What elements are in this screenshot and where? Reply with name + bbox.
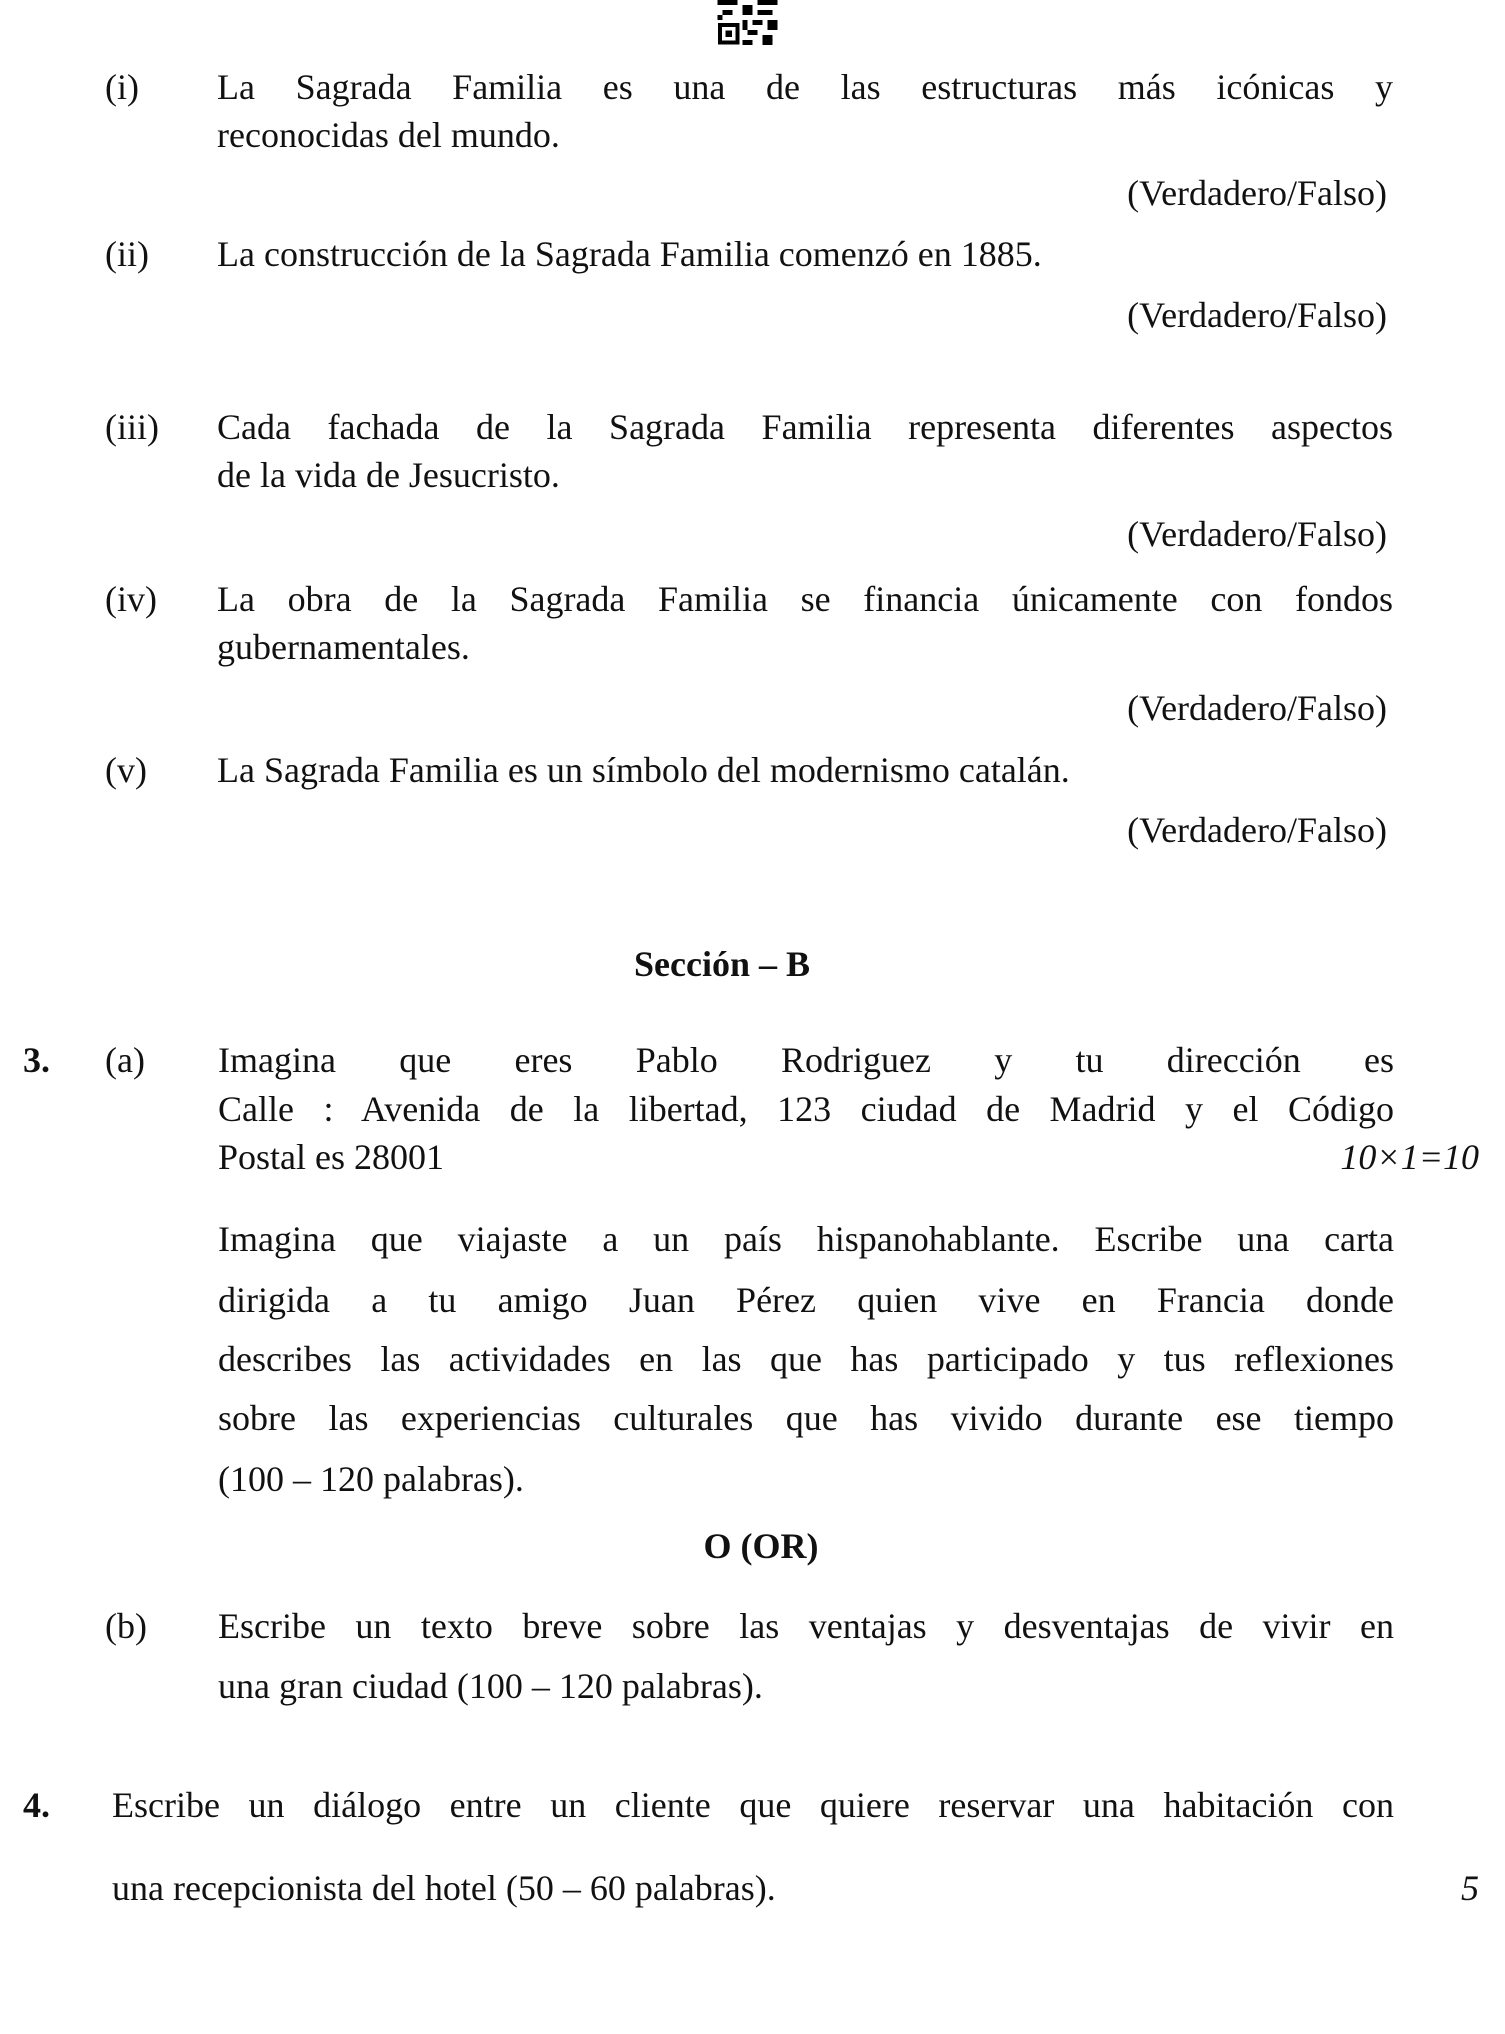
true-false-label: (Verdadero/Falso) — [1127, 810, 1387, 850]
marks: 5 — [1461, 1868, 1479, 1908]
item-text: de la vida de Jesucristo. — [217, 455, 560, 495]
section-heading: Sección – B — [634, 944, 810, 984]
item-label: (v) — [105, 750, 147, 790]
or-divider: O (OR) — [703, 1526, 819, 1566]
question-text: Imagina que eres Pablo Rodriguez y tu dirección es — [218, 1040, 1394, 1080]
question-text: Escribe un texto breve sobre las ventajas y desventajas de vivir en — [218, 1606, 1394, 1646]
item-label: (iii) — [105, 407, 159, 447]
question-text: una recepcionista del hotel (50 – 60 palabras). — [112, 1868, 776, 1908]
true-false-label: (Verdadero/Falso) — [1127, 514, 1387, 554]
prompt-text: sobre las experiencias culturales que has vivido durante ese tiempo — [218, 1398, 1394, 1438]
prompt-text: dirigida a tu amigo Juan Pérez quien vive en Francia donde — [218, 1280, 1394, 1320]
item-text: gubernamentales. — [217, 627, 470, 667]
marks: 10×1=10 — [1340, 1137, 1479, 1177]
item-label: (iv) — [105, 579, 157, 619]
item-text: La Sagrada Familia es una de las estructuras más icónicas y — [217, 67, 1393, 107]
question-number: 3. — [23, 1040, 50, 1080]
question-text: Escribe un diálogo entre un cliente que quiere reservar una habitación con — [112, 1785, 1394, 1825]
item-label: (i) — [105, 67, 139, 107]
item-label: (ii) — [105, 234, 149, 274]
item-text: La construcción de la Sagrada Familia comenzó en 1885. — [217, 234, 1042, 274]
true-false-label: (Verdadero/Falso) — [1127, 295, 1387, 335]
question-text: Calle : Avenida de la libertad, 123 ciudad de Madrid y el Código — [218, 1089, 1394, 1129]
question-text: Postal es 28001 — [218, 1137, 445, 1177]
prompt-text: Imagina que viajaste a un país hispanohablante. Escribe una carta — [218, 1219, 1394, 1259]
prompt-text: (100 – 120 palabras). — [218, 1459, 524, 1499]
true-false-label: (Verdadero/Falso) — [1127, 688, 1387, 728]
option-label: (a) — [105, 1040, 145, 1080]
question-text: una gran ciudad (100 – 120 palabras). — [218, 1666, 763, 1706]
prompt-text: describes las actividades en las que has participado y tus reflexiones — [218, 1339, 1394, 1379]
item-text: La obra de la Sagrada Familia se financia únicamente con fondos — [217, 579, 1393, 619]
true-false-label: (Verdadero/Falso) — [1127, 173, 1387, 213]
item-text: La Sagrada Familia es un símbolo del modernismo catalán. — [217, 750, 1070, 790]
option-label: (b) — [105, 1606, 147, 1646]
question-number: 4. — [23, 1785, 50, 1825]
item-text: Cada fachada de la Sagrada Familia representa diferentes aspectos — [217, 407, 1393, 447]
item-text: reconocidas del mundo. — [217, 115, 560, 155]
qr-code — [717, 0, 778, 45]
